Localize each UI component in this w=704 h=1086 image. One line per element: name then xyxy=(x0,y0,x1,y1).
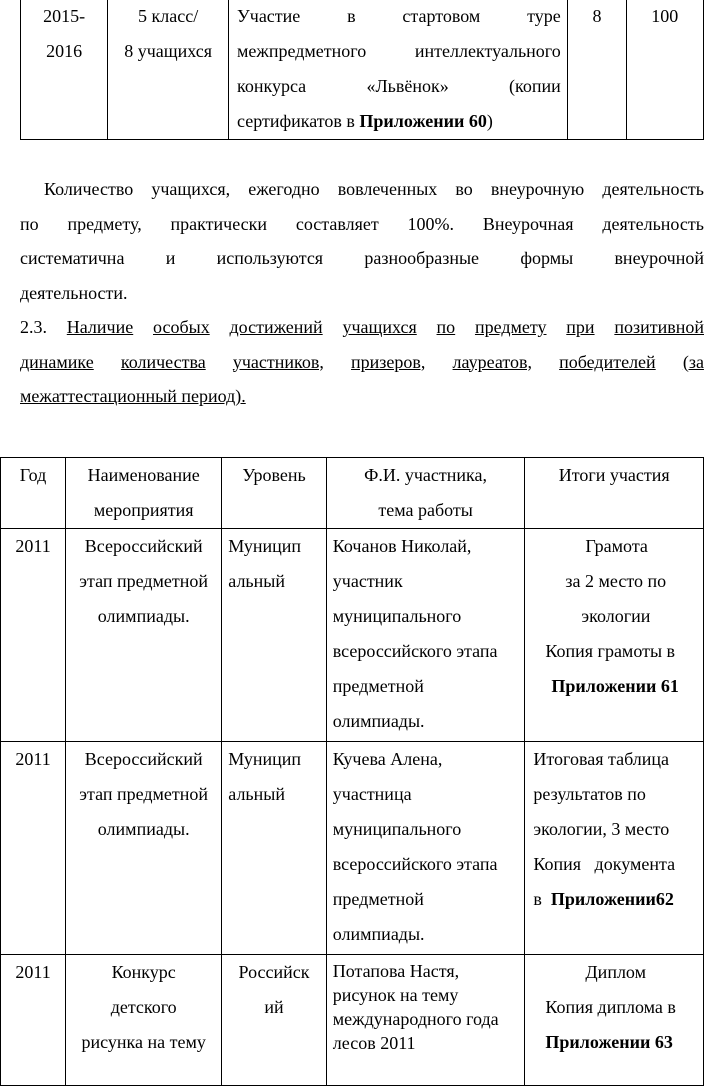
year-cell xyxy=(1,955,66,1086)
word: достижений xyxy=(229,317,323,337)
word: используются xyxy=(216,248,324,268)
level-line: Муницип xyxy=(228,749,302,769)
word: победителей xyxy=(559,351,656,372)
word: в xyxy=(347,6,356,26)
participant-line: олимпиады. xyxy=(332,924,425,944)
year-value: 2011 xyxy=(15,749,51,769)
participant-line: лесов 2011 xyxy=(332,1033,416,1053)
participant-line: олимпиады. xyxy=(332,711,425,731)
word: при xyxy=(566,317,595,337)
header-text: Наименование xyxy=(87,465,200,485)
result-line: Копия грамоты в xyxy=(545,641,676,661)
word: особых xyxy=(153,317,210,337)
participant-line: муниципального xyxy=(332,606,462,626)
section-line xyxy=(20,379,704,414)
appendix-ref: Приложении62 xyxy=(550,889,674,909)
word: 100%. xyxy=(407,213,455,234)
description-cell xyxy=(229,0,568,140)
result-line: экологии xyxy=(581,606,651,626)
result-cell xyxy=(525,529,704,742)
word: систематична xyxy=(20,248,125,268)
word: предмету xyxy=(474,317,547,337)
word: Наличие xyxy=(66,317,134,337)
word: Внеурочная xyxy=(482,213,574,234)
event-line: Всероссийский xyxy=(84,749,203,769)
word: количества xyxy=(120,351,206,372)
header-text: Итоги участия xyxy=(558,465,670,485)
header-result xyxy=(525,458,704,529)
word: разнообразные xyxy=(364,248,480,268)
word: ) xyxy=(486,111,493,131)
class-cell xyxy=(108,0,229,140)
event-cell xyxy=(66,955,222,1086)
desc-line xyxy=(237,104,561,139)
word: деятельность xyxy=(602,213,704,234)
section-number: 2.3. xyxy=(20,317,47,337)
event-cell xyxy=(66,529,222,742)
participant-line: рисунок на тему xyxy=(332,985,459,1005)
word: лауреатов, xyxy=(452,351,532,372)
participant-line: Кочанов Николай, xyxy=(332,536,472,556)
word: формы xyxy=(520,248,574,268)
word: составляет xyxy=(295,213,379,234)
table-header-row xyxy=(1,458,704,529)
word: сертификатов в xyxy=(237,111,360,131)
word: призеров, xyxy=(351,351,426,372)
word: по xyxy=(20,213,39,234)
header-participant xyxy=(326,458,525,529)
word: предмету, xyxy=(67,213,142,234)
level-line: альный xyxy=(228,571,285,591)
participant-line: международного года xyxy=(332,1009,499,1029)
event-line: рисунка на тему xyxy=(81,1032,206,1052)
result-line: Диплом xyxy=(585,962,646,982)
event-line: этап предметной xyxy=(79,571,209,591)
event-line: детского xyxy=(110,997,177,1017)
result-line: Итоговая таблица xyxy=(533,749,670,769)
word: Количество xyxy=(44,179,134,199)
word: позитивной xyxy=(614,317,704,337)
table-row xyxy=(21,0,704,140)
table-row xyxy=(1,955,704,1086)
word: «Львёнок» xyxy=(366,76,449,96)
header-event xyxy=(66,458,222,529)
event-line: этап предметной xyxy=(79,784,209,804)
word: (копии xyxy=(509,76,561,96)
participant-line: участник xyxy=(332,571,403,591)
year-value: 2011 xyxy=(15,962,51,982)
para-line xyxy=(20,172,704,207)
year-cell xyxy=(21,0,108,140)
event-line: олимпиады. xyxy=(97,606,190,626)
header-text: Уровень xyxy=(242,465,306,485)
word: ежегодно xyxy=(248,179,320,199)
result-line: экологии, 3 место xyxy=(533,819,670,839)
word: стартовом xyxy=(402,6,481,26)
appendix-ref: Приложении 60 xyxy=(359,111,487,131)
level-cell xyxy=(222,742,326,955)
word: вовлеченных xyxy=(337,179,438,199)
count-cell xyxy=(567,0,626,140)
desc-line xyxy=(237,0,561,34)
word: по xyxy=(436,317,456,337)
level-cell xyxy=(222,955,326,1086)
participant-line: всероссийского этапа xyxy=(332,854,498,874)
participant-line: Кучева Алена, xyxy=(332,749,443,769)
year-cell xyxy=(1,742,66,955)
year-line: 2016 xyxy=(46,41,83,61)
desc-line xyxy=(237,34,561,69)
event-line: Конкурс xyxy=(111,962,176,982)
word: во xyxy=(455,179,473,199)
header-text: Год xyxy=(19,465,47,485)
level-line: Российск xyxy=(238,962,310,982)
participant-line: предметной xyxy=(332,889,424,909)
class-line: 8 учащихся xyxy=(124,41,213,61)
word: интеллектуального xyxy=(414,41,561,61)
appendix-ref: Приложении 61 xyxy=(551,676,679,696)
word: Участие xyxy=(237,6,301,26)
level-line: Муницип xyxy=(228,536,302,556)
desc-line xyxy=(237,69,561,104)
certificates-table xyxy=(20,0,704,140)
word: конкурса xyxy=(237,76,307,96)
result-line: результатов по xyxy=(533,784,646,804)
event-line: Всероссийский xyxy=(84,536,203,556)
header-level xyxy=(222,458,326,529)
participant-line: Потапова Настя, xyxy=(332,961,460,981)
word: деятельность xyxy=(602,179,704,199)
word: учащихся, xyxy=(151,179,231,199)
appendix-ref: Приложении 63 xyxy=(545,1032,673,1052)
header-text: тема работы xyxy=(378,500,473,520)
year-line: 2015- xyxy=(43,6,86,26)
participant-cell xyxy=(326,742,525,955)
result-line: Копия диплома в xyxy=(545,997,676,1017)
percent-value: 100 xyxy=(651,6,679,26)
class-line: 5 класс/ xyxy=(138,6,199,26)
word: и xyxy=(165,248,176,268)
word: межпредметного xyxy=(237,41,367,61)
table-row xyxy=(1,742,704,955)
result-line: за 2 место по xyxy=(565,571,667,591)
word: динамике xyxy=(20,351,94,372)
section-line xyxy=(20,345,704,380)
word: практически xyxy=(170,213,268,234)
participant-line: муниципального xyxy=(332,819,462,839)
para-line xyxy=(20,276,704,311)
word: участников, xyxy=(232,351,324,372)
word: внеурочной xyxy=(614,248,704,268)
section-heading xyxy=(20,310,704,414)
participant-line: участница xyxy=(332,784,412,804)
word: учащихся xyxy=(342,317,417,337)
result-cell xyxy=(525,955,704,1086)
participant-line: предметной xyxy=(332,676,424,696)
para-line xyxy=(20,241,704,276)
header-text: Ф.И. участника, xyxy=(364,465,488,485)
table-row xyxy=(1,529,704,742)
achievements-table xyxy=(0,457,704,1086)
event-line: олимпиады. xyxy=(97,819,190,839)
participant-cell xyxy=(326,529,525,742)
result-line: Грамота xyxy=(585,536,648,556)
year-cell xyxy=(1,529,66,742)
event-cell xyxy=(66,742,222,955)
word: в xyxy=(533,889,551,909)
header-year xyxy=(1,458,66,529)
level-line: альный xyxy=(228,784,285,804)
word: деятельности. xyxy=(20,282,128,303)
level-line: ий xyxy=(264,997,284,1017)
word: межаттестационный период). xyxy=(20,386,246,406)
count-value: 8 xyxy=(592,6,602,26)
word: туре xyxy=(527,6,561,26)
percent-cell xyxy=(627,0,704,140)
word: внеурочную xyxy=(490,179,585,199)
result-line: Копия документа xyxy=(533,854,676,874)
year-value: 2011 xyxy=(15,536,51,556)
word: (за xyxy=(682,351,704,372)
section-line xyxy=(20,310,704,345)
result-cell xyxy=(525,742,704,955)
para-line xyxy=(20,207,704,242)
participant-line: всероссийского этапа xyxy=(332,641,498,661)
participant-cell xyxy=(326,955,525,1086)
header-text: мероприятия xyxy=(93,500,194,520)
paragraph-extracurricular xyxy=(20,172,704,310)
level-cell xyxy=(222,529,326,742)
